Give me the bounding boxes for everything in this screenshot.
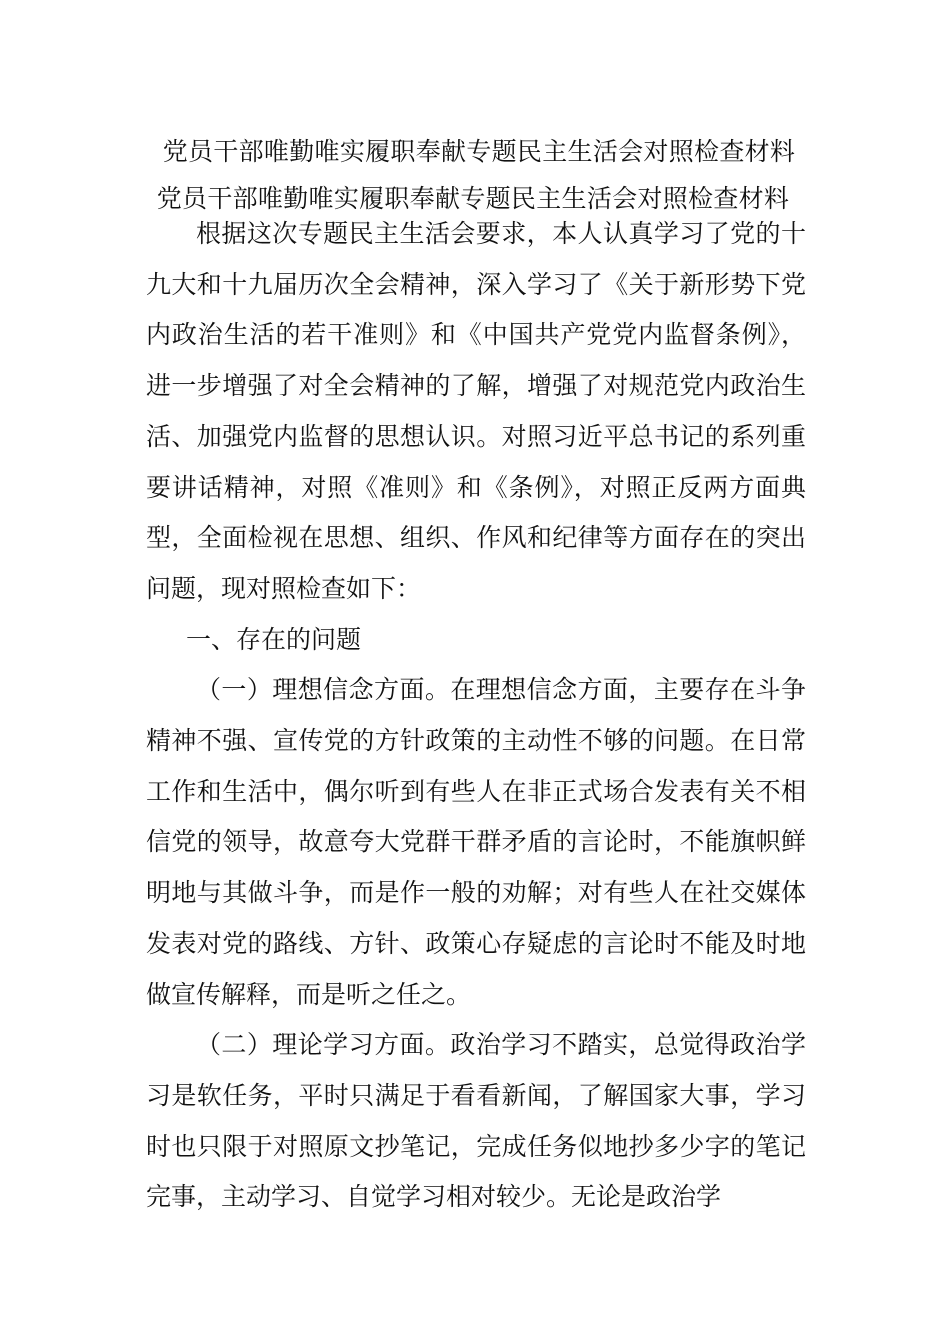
paragraph-theory-study: （二）理论学习方面。政治学习不踏实，总觉得政治学习是软任务，平时只满足于看看新闻，了解国家大事，学习时也只限于对照原文抄笔记，完成任务似地抄多少字的笔记完事，主动学习、自觉学习相对较少。无论是政治学 bbox=[146, 1030, 806, 1212]
paragraph-ideals-beliefs: （一）理想信念方面。在理想信念方面，主要存在斗争精神不强、宣传党的方针政策的主动性不够的问题。在日常工作和生活中，偶尔听到有些人在非正式场合发表有关不相信党的领导，故意夸大党群干群矛盾的言论时，不能旗帜鲜明地与其做斗争，而是作一般的劝解；对有些人在社交媒体发表对党的路线、方针、政策心存疑虑的言论时不能及时地做宣传解释，而是听之任之。 bbox=[146, 675, 806, 1009]
section-heading-problems: 一、存在的问题 bbox=[186, 624, 362, 654]
intro-paragraph: 根据这次专题民主生活会要求，本人认真学习了党的十九大和十九届历次全会精神，深入学习了《关于新形势下党内政治生活的若干准则》和《中国共产党党内监督条例》，进一步增强了对全会精神的了解，增强了对规范党内政治生活、加强党内监督的思想认识。对照习近平总书记的系列重要讲话精神，对照《准则》和《条例》，对照正反两方面典型，全面检视在思想、组织、作风和纪律等方面存在的突出问题，现对照检查如下： bbox=[146, 219, 806, 603]
document-body bbox=[146, 209, 806, 1223]
document-title-primary: 党员干部唯勤唯实履职奉献专题民主生活会对照检查材料 bbox=[162, 137, 796, 166]
document-title-secondary: 党员干部唯勤唯实履职奉献专题民主生活会对照检查材料 bbox=[156, 184, 790, 213]
